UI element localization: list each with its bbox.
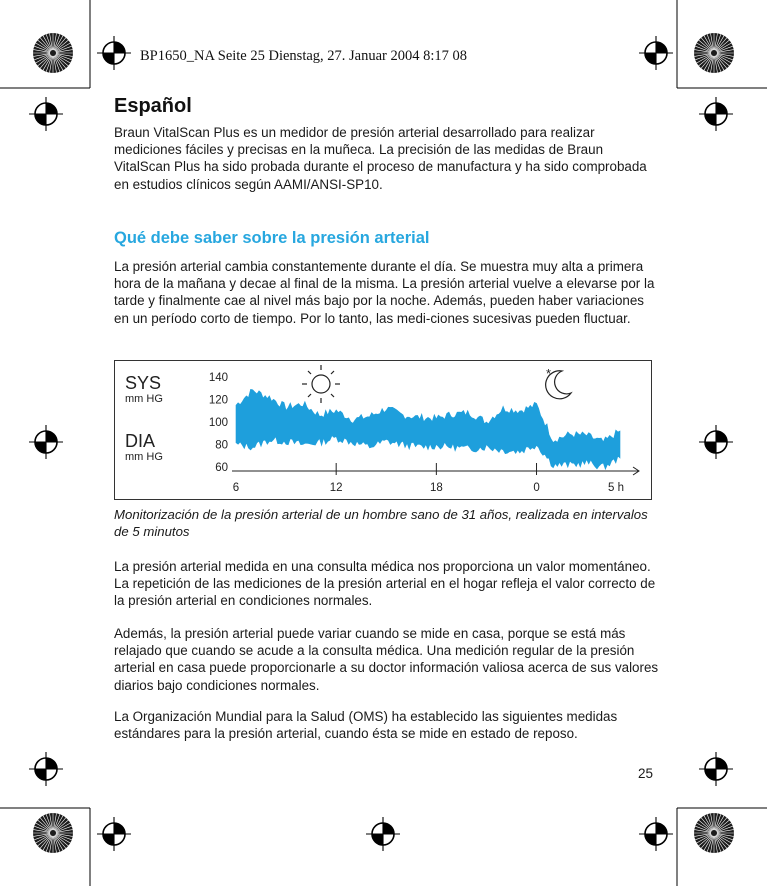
bp-chart-svg: [115, 361, 651, 499]
intro-paragraph: Braun VitalScan Plus es un medidor de presión arterial desarrollado para realizar mediciones fáciles y precisas en la muñeca. La precisión de las medidas de Braun VitalScan Plus ha sido probada durante el proceso de manufactura y ha sido comprobada en estudios clínicos según AAMI/ANSI-SP10.: [114, 125, 647, 192]
page-number: 25: [638, 766, 654, 781]
dia-unit: mm HG: [125, 451, 163, 463]
crosshair-mark: [97, 36, 131, 70]
night-star: *: [546, 366, 552, 381]
y-tick-label: 60: [215, 462, 228, 474]
crosshair-mark: [29, 752, 63, 786]
x-tick-label: 5 h: [608, 482, 624, 494]
crosshair-mark: [639, 817, 673, 851]
print-slug: BP1650_NA Seite 25 Dienstag, 27. Januar 2004 8:17 08: [140, 48, 468, 64]
x-tick-label: 12: [329, 482, 343, 494]
sun-icon: [302, 365, 340, 403]
crosshair-mark: [699, 425, 733, 459]
x-tick-label: 18: [429, 482, 443, 494]
crosshair-mark: [699, 97, 733, 131]
crosshair-mark: [29, 97, 63, 131]
y-tick-label: 100: [208, 417, 228, 429]
crosshair-mark: [29, 425, 63, 459]
bp-paragraph-4: La Organización Mundial para la Salud (OMS) ha establecido las siguientes medidas estándares para la presión arterial, cuando ésta se mide en estado de reposo.: [114, 709, 618, 742]
starburst-bottom-left: [33, 813, 73, 853]
sys-unit: mm HG: [125, 393, 163, 405]
x-tick-label: 0: [533, 482, 540, 494]
crosshair-mark: [97, 817, 131, 851]
starburst-top-left: [33, 33, 73, 73]
bp-paragraph-2: La presión arterial medida en una consulta médica nos proporciona un valor momentáneo. La repetición de las mediciones de la presión arterial en el hogar refleja el valor correcto de la presión arterial en condiciones normales.: [114, 559, 656, 609]
bp-paragraph-3: Además, la presión arterial puede variar cuando se mide en casa, porque se está más relajado que cuando se acude a la consulta médica. Una medición regular de la presión arterial en casa puede proporcionarle a su doctor información valiosa acerca de sus valores diarios bajo condiciones normales.: [114, 626, 659, 693]
bp-chart: [114, 360, 652, 500]
bp-range-area: [236, 389, 620, 469]
starburst-top-right: [694, 33, 734, 73]
y-tick-label: 120: [208, 394, 228, 407]
sys-label: SYS: [125, 373, 162, 393]
subsection-title: Qué debe saber sobre la presión arterial: [114, 229, 430, 247]
crosshair-mark: [366, 817, 400, 851]
bp-paragraph-1: La presión arterial cambia constantemente durante el día. Se muestra muy alta a primera hora de la mañana y decae al final de la misma. La presión arterial vuelve a elevarse por la tarde y finalmente cae al nivel más bajo por la noche. Además, pueden haber variaciones en un período corto de tiempo. Por lo tanto, las medi-ciones sucesivas pueden fluctuar.: [114, 259, 655, 326]
chart-caption: Monitorización de la presión arterial de un hombre sano de 31 años, realizada en intervalos de 5 minutos: [114, 507, 648, 540]
dia-label: DIA: [125, 431, 156, 451]
crosshair-mark: [699, 752, 733, 786]
section-title: Español: [114, 95, 192, 117]
crosshair-mark: [639, 36, 673, 70]
x-tick-label: 6: [232, 482, 240, 494]
y-tick-label: 80: [215, 439, 228, 452]
y-tick-label: 140: [208, 372, 228, 384]
starburst-bottom-right: [694, 813, 734, 853]
